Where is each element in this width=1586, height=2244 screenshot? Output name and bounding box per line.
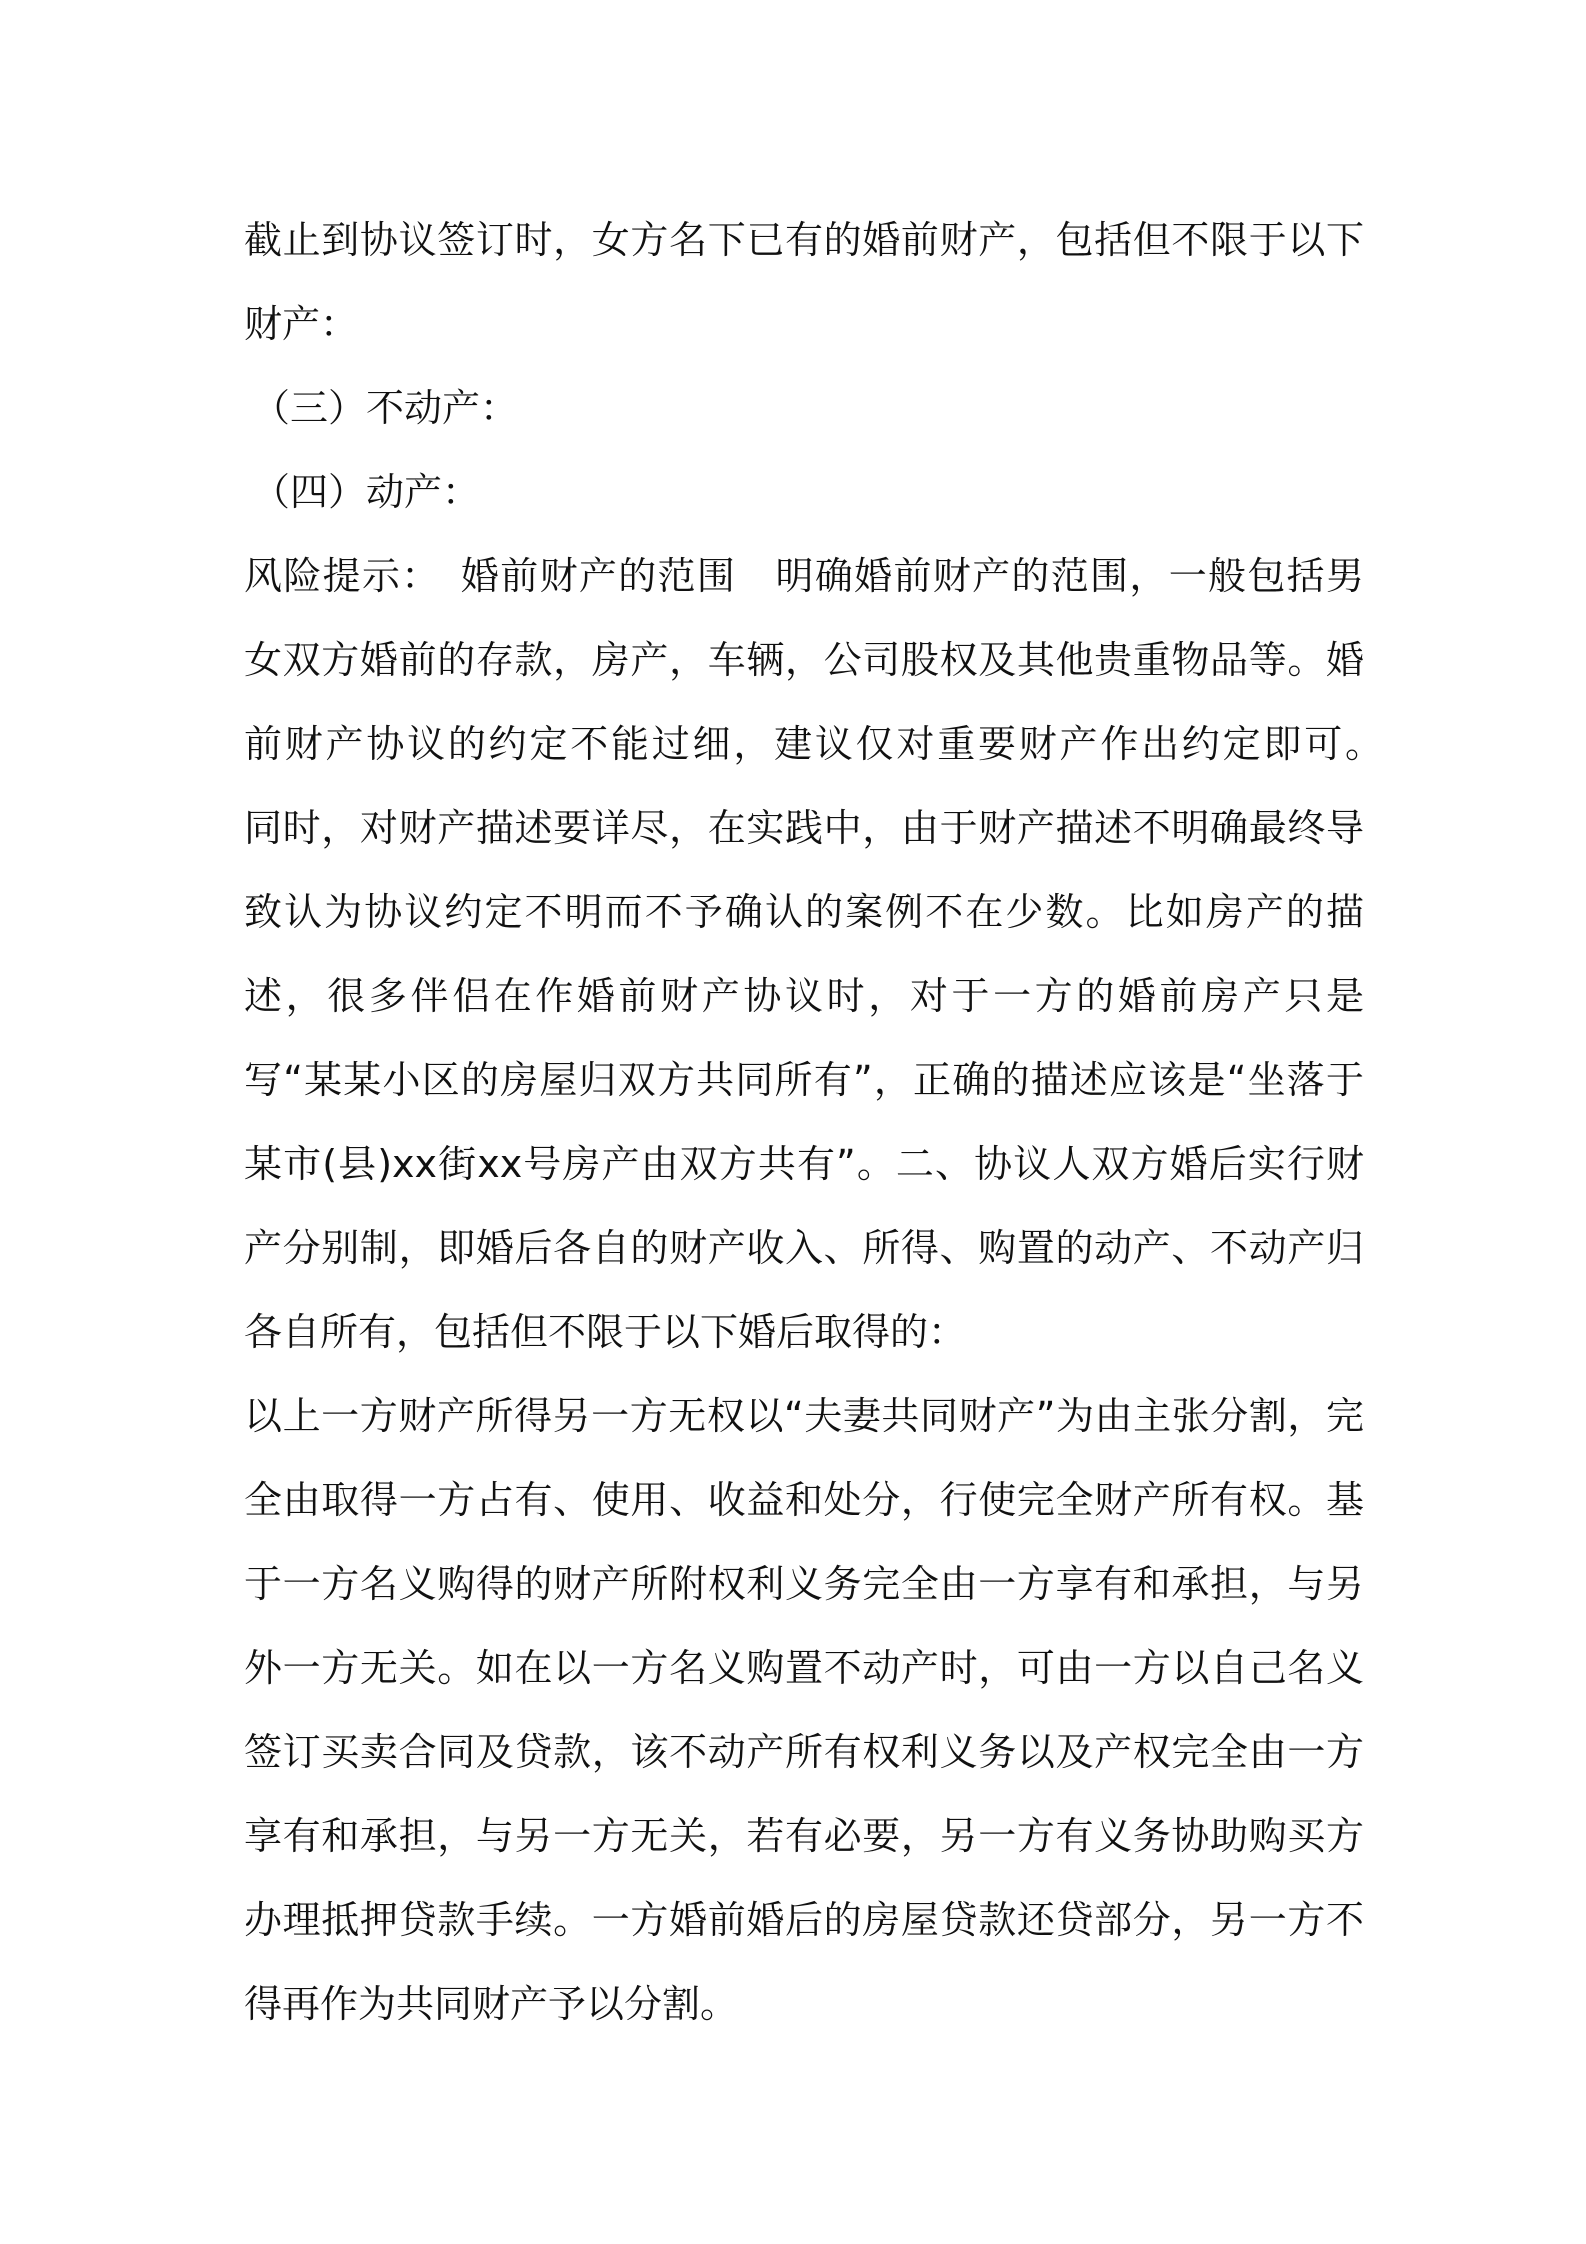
list-item-real-estate: （三）不动产： [252,386,519,430]
paragraph-intro: 截止到协议签订时，女方名下已有的婚前财产，包括但不限于以下财产： [244,218,1364,346]
list-item-movable-property: （四）动产： [252,470,481,514]
paragraph-risk-notice: 风险提示： 婚前财产的范围 明确婚前财产的范围，一般包括男女双方婚前的存款，房产，车辆，公司股权及其他贵重物品等。婚前财产协议的约定不能过细，建议仅对重要财产作出约定即可。 同时，对财产描述要详尽，在实践中，由于财产描述不明确最终导致认为协议约定不明而不予确认的案例不在少数。比如房产的描述，很多伴侣在作婚前财产协议时，对于一方的婚前房产只是写“某某小区的房屋归双方共同所有”，正确的描述应该是“坐落于某市(县)xx街xx号房产由双方共有”。二、协议人双方婚后实行财产分别制，即婚后各自的财产收入、所得、购置的动产、不动产归各自所有，包括但不限于以下婚后取得的： [244,554,1441,1354]
document-body [244,198,1441,2046]
paragraph-closing: 以上一方财产所得另一方无权以“夫妻共同财产”为由主张分割，完全由取得一方占有、使用、收益和处分，行使完全财产所有权。基于一方名义购得的财产所附权利义务完全由一方享有和承担，与另外一方无关。如在以一方名义购置不动产时，可由一方以自己名义签订买卖合同及贷款，该不动产所有权利义务以及产权完全由一方享有和承担，与另一方无关，若有必要，另一方有义务协助购买方办理抵押贷款手续。一方婚前婚后的房屋贷款还贷部分，另一方不得再作为共同财产予以分割。 [244,1394,1364,2026]
